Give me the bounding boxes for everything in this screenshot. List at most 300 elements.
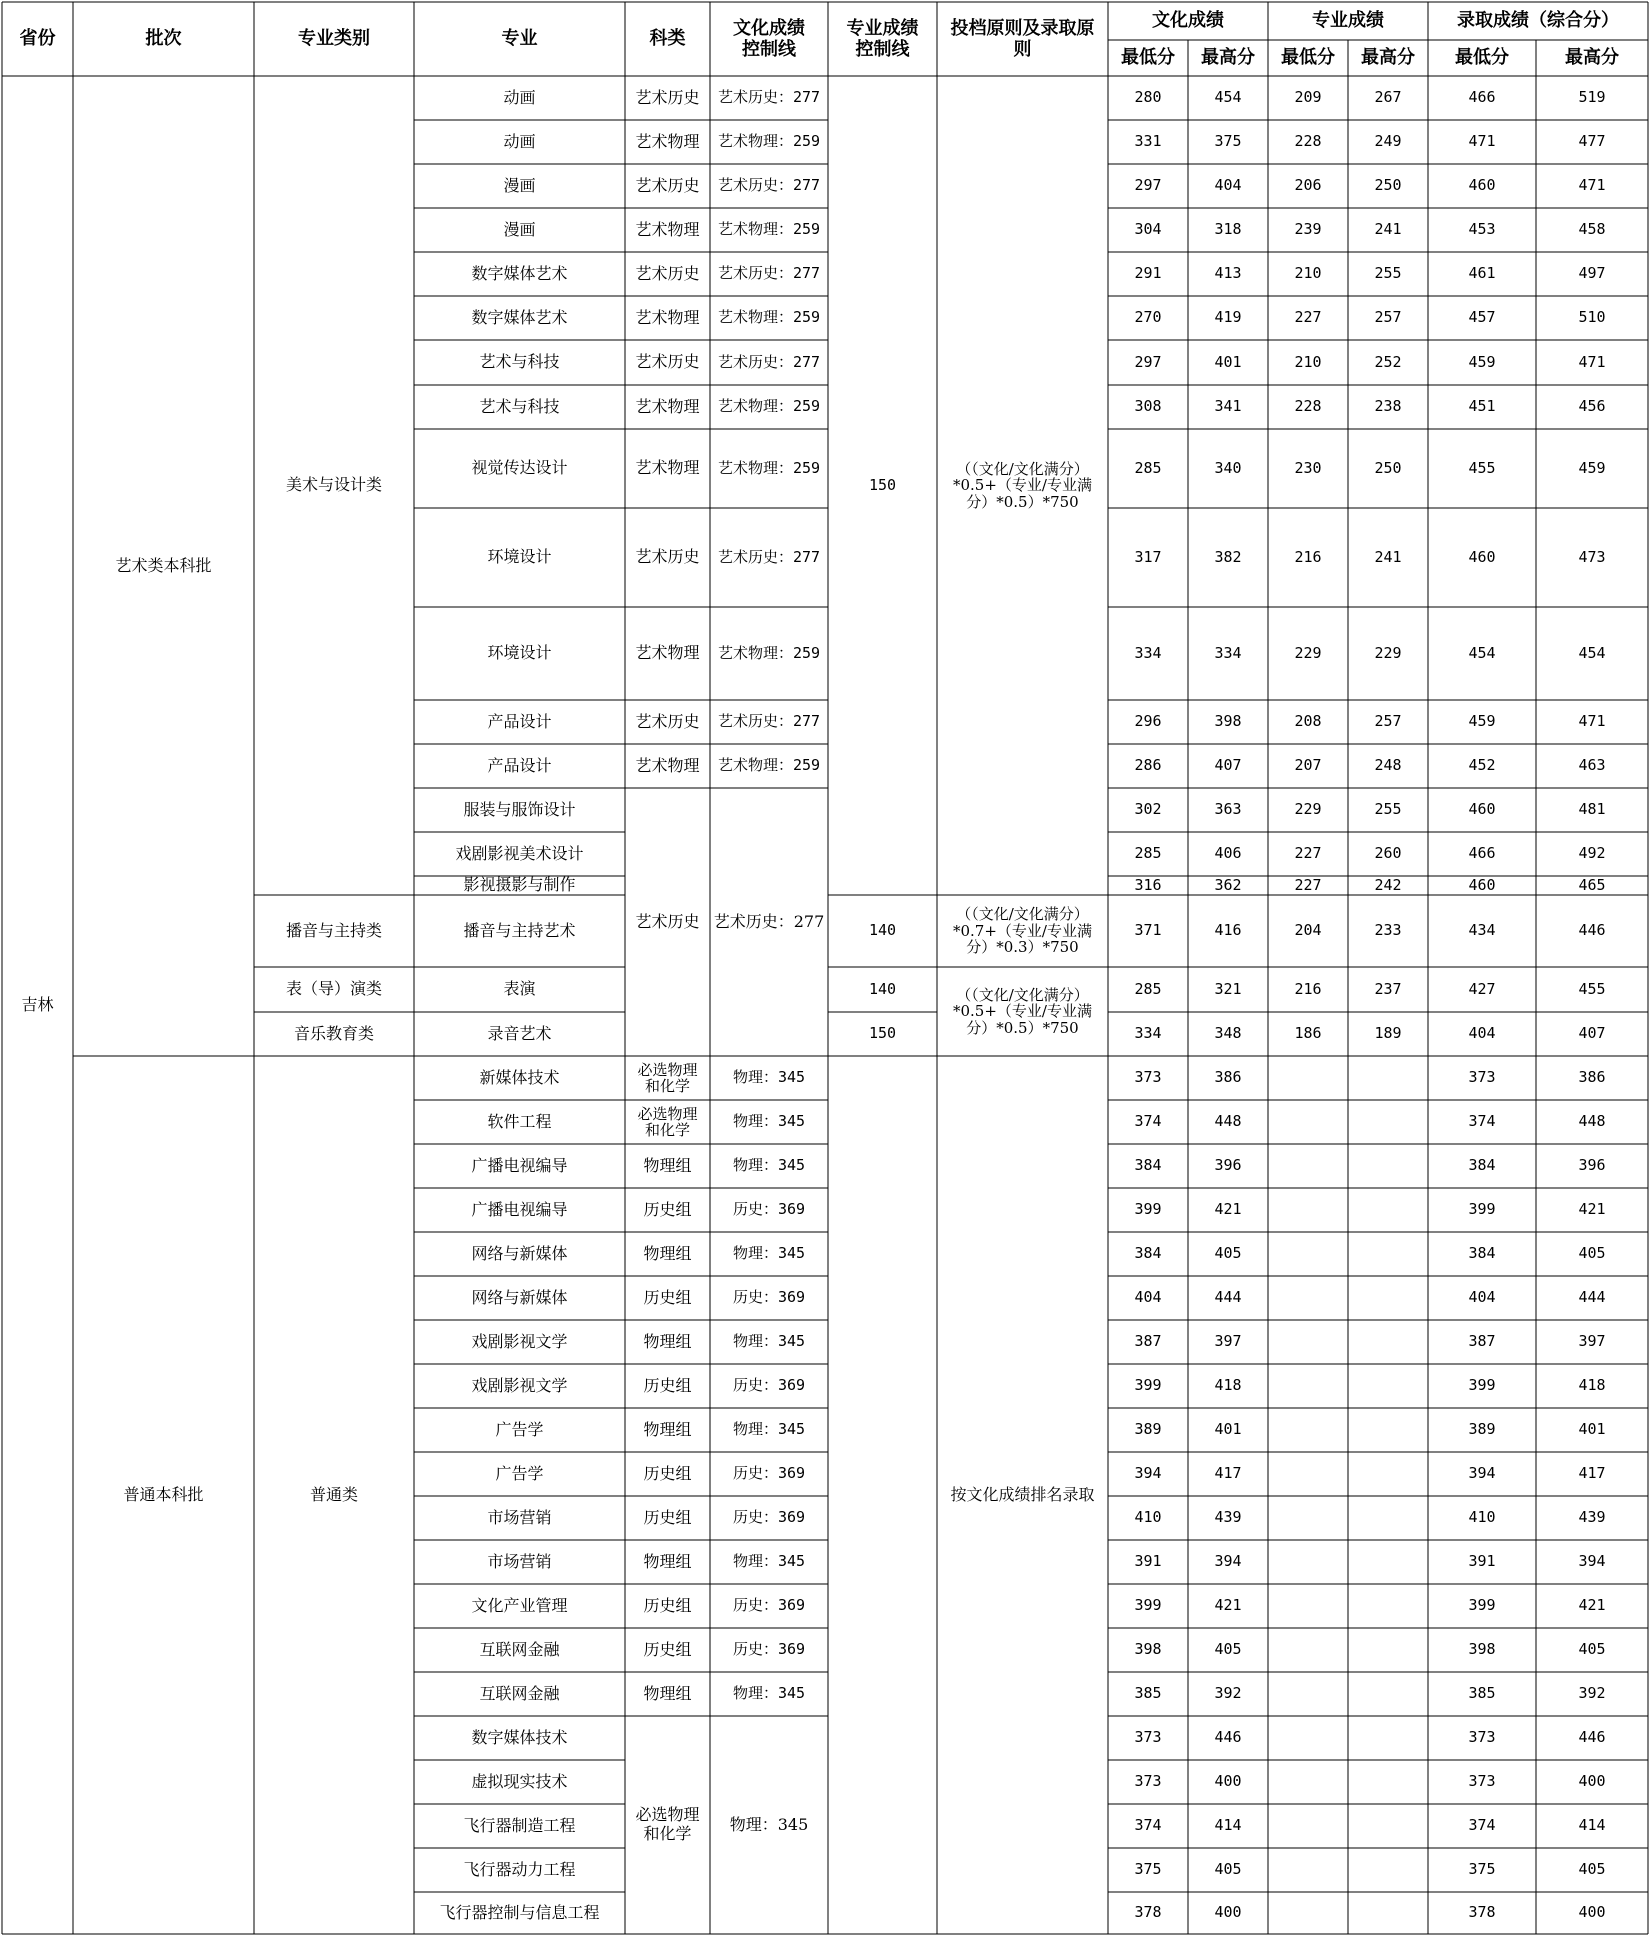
row-24-subject: 历史组 xyxy=(643,1287,692,1307)
row-10-c-max: 334 xyxy=(1214,643,1242,662)
professional-control-music: 150 xyxy=(868,1024,897,1043)
province-cell: 吉林 xyxy=(21,994,54,1014)
row-6-p-max: 252 xyxy=(1374,352,1402,371)
row-22-c-max: 421 xyxy=(1214,1200,1242,1219)
row-27-p-min xyxy=(1268,1408,1348,1452)
row-22-a-min: 399 xyxy=(1468,1200,1496,1219)
row-12-control: 艺术物理：259 xyxy=(717,756,821,775)
row-37-major: 飞行器动力工程 xyxy=(463,1859,576,1879)
row-24-a-max: 444 xyxy=(1578,1288,1606,1307)
category-broadcast-cell: 播音与主持类 xyxy=(285,920,382,940)
row-24-major: 网络与新媒体 xyxy=(471,1287,568,1307)
row-3-c-min: 304 xyxy=(1134,220,1162,239)
row-24-control: 历史：369 xyxy=(732,1288,806,1307)
row-14-p-max: 260 xyxy=(1374,844,1402,863)
category-design-cell: 美术与设计类 xyxy=(285,475,382,495)
row-0-control: 艺术历史：277 xyxy=(717,88,821,107)
row-27-subject: 物理组 xyxy=(643,1419,692,1439)
row-23-p-min xyxy=(1268,1232,1348,1276)
row-34-major: 数字媒体技术 xyxy=(471,1727,568,1747)
row-1-a-max: 477 xyxy=(1578,132,1606,151)
row-4-control: 艺术历史：277 xyxy=(717,264,821,283)
row-30-subject: 物理组 xyxy=(643,1551,692,1571)
category-acting-cell: 表（导）演类 xyxy=(285,979,382,999)
row-5-control: 艺术物理：259 xyxy=(717,308,821,327)
row-24-p-min xyxy=(1268,1276,1348,1320)
row-28-a-min: 394 xyxy=(1468,1464,1496,1483)
row-18-a-min: 404 xyxy=(1468,1024,1496,1043)
subject-required-merged: 必选物理 和化学 xyxy=(635,1805,700,1843)
row-30-c-min: 391 xyxy=(1134,1552,1162,1571)
row-38-a-max: 400 xyxy=(1578,1903,1606,1922)
row-33-control: 物理：345 xyxy=(732,1684,806,1703)
row-26-major: 戏剧影视文学 xyxy=(471,1375,568,1395)
row-10-a-max: 454 xyxy=(1578,643,1606,662)
row-35-p-min xyxy=(1268,1760,1348,1804)
row-27-a-min: 389 xyxy=(1468,1420,1496,1439)
row-37-a-min: 375 xyxy=(1468,1860,1496,1879)
row-16-p-min: 204 xyxy=(1294,921,1322,940)
row-7-p-min: 228 xyxy=(1294,397,1322,416)
row-0-c-max: 454 xyxy=(1214,88,1242,107)
row-9-c-min: 317 xyxy=(1134,547,1162,566)
row-38-a-min: 378 xyxy=(1468,1903,1496,1922)
row-3-control: 艺术物理：259 xyxy=(717,220,821,239)
row-35-a-min: 373 xyxy=(1468,1772,1496,1791)
row-31-a-max: 421 xyxy=(1578,1596,1606,1615)
row-23-control: 物理：345 xyxy=(732,1244,806,1263)
row-6-c-max: 401 xyxy=(1214,352,1242,371)
row-15-p-min: 227 xyxy=(1294,876,1322,894)
row-11-a-max: 471 xyxy=(1578,712,1606,731)
row-21-a-min: 384 xyxy=(1468,1156,1496,1175)
row-5-major: 数字媒体艺术 xyxy=(471,307,568,327)
row-17-major: 表演 xyxy=(503,979,536,999)
row-14-c-max: 406 xyxy=(1214,844,1242,863)
row-22-p-min xyxy=(1268,1188,1348,1232)
row-38-p-min xyxy=(1268,1892,1348,1934)
header-principle: 投档原则及录取原 则 xyxy=(950,17,1095,60)
row-29-a-min: 410 xyxy=(1468,1508,1496,1527)
row-25-subject: 物理组 xyxy=(643,1331,692,1351)
row-15-c-min: 316 xyxy=(1134,876,1162,894)
row-19-c-min: 373 xyxy=(1134,1068,1162,1087)
row-32-p-min xyxy=(1268,1628,1348,1672)
row-34-p-max xyxy=(1348,1716,1428,1760)
row-11-a-min: 459 xyxy=(1468,712,1496,731)
row-37-c-max: 405 xyxy=(1214,1860,1242,1879)
row-10-p-min: 229 xyxy=(1294,643,1322,662)
row-19-a-min: 373 xyxy=(1468,1068,1496,1087)
row-1-subject: 艺术物理 xyxy=(635,131,700,151)
row-3-major: 漫画 xyxy=(503,219,536,239)
row-38-major: 飞行器控制与信息工程 xyxy=(439,1902,600,1922)
row-4-c-min: 291 xyxy=(1134,264,1162,283)
row-0-a-max: 519 xyxy=(1578,88,1606,107)
row-38-p-max xyxy=(1348,1892,1428,1934)
row-33-c-max: 392 xyxy=(1214,1684,1242,1703)
row-28-c-min: 394 xyxy=(1134,1464,1162,1483)
row-8-a-min: 455 xyxy=(1468,458,1496,477)
header-professional-control: 专业成绩 控制线 xyxy=(846,17,919,60)
row-1-p-max: 249 xyxy=(1374,132,1402,151)
row-6-control: 艺术历史：277 xyxy=(717,352,821,371)
row-23-a-min: 384 xyxy=(1468,1244,1496,1263)
row-17-p-max: 237 xyxy=(1374,979,1402,998)
row-33-c-min: 385 xyxy=(1134,1684,1162,1703)
row-16-a-max: 446 xyxy=(1578,921,1606,940)
row-19-major: 新媒体技术 xyxy=(479,1067,560,1087)
row-9-c-max: 382 xyxy=(1214,547,1242,566)
principle-acting-music: （（文化/文化满分） *0.5+（专业/专业满 分）*0.5）*750 xyxy=(953,985,1092,1037)
row-29-subject: 历史组 xyxy=(643,1507,692,1527)
row-36-c-min: 374 xyxy=(1134,1816,1162,1835)
row-21-a-max: 396 xyxy=(1578,1156,1606,1175)
row-31-c-min: 399 xyxy=(1134,1596,1162,1615)
row-2-subject: 艺术历史 xyxy=(635,175,700,195)
professional-control-acting: 140 xyxy=(868,979,897,998)
row-2-control: 艺术历史：277 xyxy=(717,176,821,195)
row-23-major: 网络与新媒体 xyxy=(471,1243,568,1263)
row-26-control: 历史：369 xyxy=(732,1376,806,1395)
row-8-p-min: 230 xyxy=(1294,458,1322,477)
row-2-c-max: 404 xyxy=(1214,176,1242,195)
row-22-p-max xyxy=(1348,1188,1428,1232)
row-22-subject: 历史组 xyxy=(643,1199,692,1219)
row-7-p-max: 238 xyxy=(1374,397,1402,416)
professional-control-broadcast: 140 xyxy=(868,921,897,940)
row-9-major: 环境设计 xyxy=(487,547,552,567)
row-5-p-max: 257 xyxy=(1374,308,1402,327)
row-15-p-max: 242 xyxy=(1374,876,1402,894)
row-11-major: 产品设计 xyxy=(487,711,552,731)
row-18-p-max: 189 xyxy=(1374,1024,1402,1043)
row-30-p-min xyxy=(1268,1540,1348,1584)
row-1-control: 艺术物理：259 xyxy=(717,132,821,151)
row-18-a-max: 407 xyxy=(1578,1024,1606,1043)
row-32-c-max: 405 xyxy=(1214,1640,1242,1659)
row-19-a-max: 386 xyxy=(1578,1068,1606,1087)
row-7-a-min: 451 xyxy=(1468,397,1496,416)
row-33-a-min: 385 xyxy=(1468,1684,1496,1703)
row-21-subject: 物理组 xyxy=(643,1155,692,1175)
row-23-c-max: 405 xyxy=(1214,1244,1242,1263)
row-36-a-max: 414 xyxy=(1578,1816,1606,1835)
row-24-p-max xyxy=(1348,1276,1428,1320)
row-21-major: 广播电视编导 xyxy=(471,1155,568,1175)
batch-art-cell: 艺术类本科批 xyxy=(115,555,212,575)
row-19-control: 物理：345 xyxy=(732,1068,806,1087)
row-19-c-max: 386 xyxy=(1214,1068,1242,1087)
row-18-major: 录音艺术 xyxy=(487,1023,552,1043)
row-24-a-min: 404 xyxy=(1468,1288,1496,1307)
row-2-c-min: 297 xyxy=(1134,176,1162,195)
row-22-control: 历史：369 xyxy=(732,1200,806,1219)
row-19-subject: 必选物理 和化学 xyxy=(637,1060,698,1095)
row-33-subject: 物理组 xyxy=(643,1683,692,1703)
row-11-p-max: 257 xyxy=(1374,712,1402,731)
row-22-major: 广播电视编导 xyxy=(471,1199,568,1219)
row-29-major: 市场营销 xyxy=(487,1507,552,1527)
row-26-c-min: 399 xyxy=(1134,1376,1162,1395)
row-6-major: 艺术与科技 xyxy=(479,352,560,372)
row-20-subject: 必选物理 和化学 xyxy=(637,1104,698,1139)
row-17-c-min: 285 xyxy=(1134,979,1162,998)
row-0-subject: 艺术历史 xyxy=(635,87,700,107)
row-32-p-max xyxy=(1348,1628,1428,1672)
row-25-p-max xyxy=(1348,1320,1428,1364)
row-17-a-min: 427 xyxy=(1468,979,1496,998)
row-20-c-max: 448 xyxy=(1214,1112,1242,1131)
row-16-c-max: 416 xyxy=(1214,921,1242,940)
row-25-a-min: 387 xyxy=(1468,1332,1496,1351)
row-7-c-min: 308 xyxy=(1134,397,1162,416)
row-3-p-min: 239 xyxy=(1294,220,1322,239)
row-28-control: 历史：369 xyxy=(732,1464,806,1483)
row-28-p-max xyxy=(1348,1452,1428,1496)
row-14-a-min: 466 xyxy=(1468,844,1496,863)
row-18-p-min: 186 xyxy=(1294,1024,1322,1043)
row-34-c-min: 373 xyxy=(1134,1728,1162,1747)
row-29-control: 历史：369 xyxy=(732,1508,806,1527)
principle-design: （（文化/文化满分） *0.5+（专业/专业满 分）*0.5）*750 xyxy=(953,459,1092,511)
row-6-subject: 艺术历史 xyxy=(635,352,700,372)
row-8-subject: 艺术物理 xyxy=(635,458,700,478)
principle-regular: 按文化成绩排名录取 xyxy=(950,1484,1095,1504)
row-7-control: 艺术物理：259 xyxy=(717,397,821,416)
row-5-c-min: 270 xyxy=(1134,308,1162,327)
row-21-p-min xyxy=(1268,1144,1348,1188)
row-32-a-min: 398 xyxy=(1468,1640,1496,1659)
row-3-a-min: 453 xyxy=(1468,220,1496,239)
row-7-subject: 艺术物理 xyxy=(635,396,700,416)
row-0-p-max: 267 xyxy=(1374,88,1402,107)
row-12-c-min: 286 xyxy=(1134,756,1162,775)
row-14-major: 戏剧影视美术设计 xyxy=(455,843,584,863)
row-14-p-min: 227 xyxy=(1294,844,1322,863)
row-11-p-min: 208 xyxy=(1294,712,1322,731)
row-10-p-max: 229 xyxy=(1374,643,1402,662)
row-29-p-max xyxy=(1348,1496,1428,1540)
row-16-p-max: 233 xyxy=(1374,921,1402,940)
row-28-c-max: 417 xyxy=(1214,1464,1242,1483)
row-12-p-min: 207 xyxy=(1294,756,1322,775)
row-0-a-min: 466 xyxy=(1468,88,1496,107)
header-max-11: 最高分 xyxy=(1361,47,1415,69)
batch-regular-cell: 普通本科批 xyxy=(123,1484,204,1504)
row-16-major: 播音与主持艺术 xyxy=(463,920,576,940)
header-max-13: 最高分 xyxy=(1565,47,1619,69)
row-18-c-max: 348 xyxy=(1214,1024,1242,1043)
row-20-a-min: 374 xyxy=(1468,1112,1496,1131)
row-31-c-max: 421 xyxy=(1214,1596,1242,1615)
row-31-major: 文化产业管理 xyxy=(471,1595,568,1615)
row-32-subject: 历史组 xyxy=(643,1639,692,1659)
row-33-a-max: 392 xyxy=(1578,1684,1606,1703)
header-category: 专业类别 xyxy=(298,28,370,50)
row-31-control: 历史：369 xyxy=(732,1596,806,1615)
row-15-a-min: 460 xyxy=(1468,876,1496,894)
row-21-control: 物理：345 xyxy=(732,1156,806,1175)
row-9-subject: 艺术历史 xyxy=(635,547,700,567)
row-3-c-max: 318 xyxy=(1214,220,1242,239)
row-36-major: 飞行器制造工程 xyxy=(463,1815,576,1835)
row-27-p-max xyxy=(1348,1408,1428,1452)
row-27-c-max: 401 xyxy=(1214,1420,1242,1439)
row-38-c-max: 400 xyxy=(1214,1903,1242,1922)
row-0-p-min: 209 xyxy=(1294,88,1322,107)
row-7-major: 艺术与科技 xyxy=(479,396,560,416)
row-15-c-max: 362 xyxy=(1214,876,1242,894)
row-17-c-max: 321 xyxy=(1214,979,1242,998)
row-4-a-min: 461 xyxy=(1468,264,1496,283)
row-6-a-max: 471 xyxy=(1578,352,1606,371)
category-music-cell: 音乐教育类 xyxy=(293,1023,374,1043)
header-min-12: 最低分 xyxy=(1455,47,1509,69)
row-34-a-min: 373 xyxy=(1468,1728,1496,1747)
category-regular-cell: 普通类 xyxy=(309,1484,358,1504)
row-22-a-max: 421 xyxy=(1578,1200,1606,1219)
row-3-subject: 艺术物理 xyxy=(635,219,700,239)
row-33-p-min xyxy=(1268,1672,1348,1716)
row-35-p-max xyxy=(1348,1760,1428,1804)
row-14-a-max: 492 xyxy=(1578,844,1606,863)
row-5-a-min: 457 xyxy=(1468,308,1496,327)
header-max-9: 最高分 xyxy=(1201,47,1255,69)
row-13-p-max: 255 xyxy=(1374,800,1402,819)
row-10-a-min: 454 xyxy=(1468,643,1496,662)
row-26-p-min xyxy=(1268,1364,1348,1408)
row-26-p-max xyxy=(1348,1364,1428,1408)
row-16-c-min: 371 xyxy=(1134,921,1162,940)
row-10-major: 环境设计 xyxy=(487,643,552,663)
row-32-control: 历史：369 xyxy=(732,1640,806,1659)
row-12-subject: 艺术物理 xyxy=(635,755,700,775)
row-4-major: 数字媒体艺术 xyxy=(471,263,568,283)
row-5-subject: 艺术物理 xyxy=(635,307,700,327)
row-20-p-min xyxy=(1268,1100,1348,1144)
row-25-major: 戏剧影视文学 xyxy=(471,1331,568,1351)
row-19-p-min xyxy=(1268,1056,1348,1100)
header-professional-score: 专业成绩 xyxy=(1312,10,1384,32)
row-9-a-max: 473 xyxy=(1578,547,1606,566)
row-25-a-max: 397 xyxy=(1578,1332,1606,1351)
row-31-a-min: 399 xyxy=(1468,1596,1496,1615)
row-6-a-min: 459 xyxy=(1468,352,1496,371)
row-13-c-max: 363 xyxy=(1214,800,1242,819)
row-26-c-max: 418 xyxy=(1214,1376,1242,1395)
row-4-c-max: 413 xyxy=(1214,264,1242,283)
professional-control-design: 150 xyxy=(868,475,897,494)
row-5-c-max: 419 xyxy=(1214,308,1242,327)
row-1-major: 动画 xyxy=(503,131,536,151)
row-8-major: 视觉传达设计 xyxy=(471,458,568,478)
row-29-a-max: 439 xyxy=(1578,1508,1606,1527)
row-31-subject: 历史组 xyxy=(643,1595,692,1615)
header-min-8: 最低分 xyxy=(1121,47,1175,69)
row-25-c-min: 387 xyxy=(1134,1332,1162,1351)
row-20-c-min: 374 xyxy=(1134,1112,1162,1131)
row-37-p-max xyxy=(1348,1848,1428,1892)
row-11-c-max: 398 xyxy=(1214,712,1242,731)
row-35-major: 虚拟现实技术 xyxy=(471,1771,568,1791)
row-28-a-max: 417 xyxy=(1578,1464,1606,1483)
header-culture-control: 文化成绩 控制线 xyxy=(733,17,805,60)
row-16-a-min: 434 xyxy=(1468,921,1496,940)
row-27-major: 广告学 xyxy=(495,1419,544,1439)
row-12-p-max: 248 xyxy=(1374,756,1402,775)
header-subject: 科类 xyxy=(649,28,686,50)
row-21-c-max: 396 xyxy=(1214,1156,1242,1175)
row-27-c-min: 389 xyxy=(1134,1420,1162,1439)
row-8-a-max: 459 xyxy=(1578,458,1606,477)
header-province: 省份 xyxy=(19,28,56,50)
row-11-control: 艺术历史：277 xyxy=(717,712,821,731)
row-32-a-max: 405 xyxy=(1578,1640,1606,1659)
row-2-major: 漫画 xyxy=(503,175,536,195)
row-34-p-min xyxy=(1268,1716,1348,1760)
row-13-c-min: 302 xyxy=(1134,800,1162,819)
row-30-control: 物理：345 xyxy=(732,1552,806,1571)
row-30-a-min: 391 xyxy=(1468,1552,1496,1571)
row-27-control: 物理：345 xyxy=(732,1420,806,1439)
row-12-a-max: 463 xyxy=(1578,756,1606,775)
control-art-history-merged: 艺术历史：277 xyxy=(713,911,825,931)
row-31-p-min xyxy=(1268,1584,1348,1628)
row-20-control: 物理：345 xyxy=(732,1112,806,1131)
row-34-c-max: 446 xyxy=(1214,1728,1242,1747)
row-32-c-min: 398 xyxy=(1134,1640,1162,1659)
row-35-a-max: 400 xyxy=(1578,1772,1606,1791)
row-15-major: 影视摄影与制作 xyxy=(463,876,576,895)
row-30-major: 市场营销 xyxy=(487,1551,552,1571)
row-29-p-min xyxy=(1268,1496,1348,1540)
row-23-subject: 物理组 xyxy=(643,1243,692,1263)
row-21-p-max xyxy=(1348,1144,1428,1188)
row-30-a-max: 394 xyxy=(1578,1552,1606,1571)
row-25-control: 物理：345 xyxy=(732,1332,806,1351)
row-1-c-max: 375 xyxy=(1214,132,1242,151)
row-17-a-max: 455 xyxy=(1578,979,1606,998)
row-15-a-max: 465 xyxy=(1578,876,1606,894)
row-9-control: 艺术历史：277 xyxy=(717,547,821,566)
row-3-a-max: 458 xyxy=(1578,220,1606,239)
header-admission-score: 录取成绩（综合分） xyxy=(1457,10,1619,32)
row-25-p-min xyxy=(1268,1320,1348,1364)
header-culture-score: 文化成绩 xyxy=(1152,10,1224,32)
row-2-p-max: 250 xyxy=(1374,176,1402,195)
row-2-a-max: 471 xyxy=(1578,176,1606,195)
row-36-p-max xyxy=(1348,1804,1428,1848)
row-37-c-min: 375 xyxy=(1134,1860,1162,1879)
row-4-p-max: 255 xyxy=(1374,264,1402,283)
row-5-p-min: 227 xyxy=(1294,308,1322,327)
subject-art-history-merged: 艺术历史 xyxy=(635,911,700,931)
row-3-p-max: 241 xyxy=(1374,220,1402,239)
row-35-c-min: 373 xyxy=(1134,1772,1162,1791)
row-5-a-max: 510 xyxy=(1578,308,1606,327)
row-28-subject: 历史组 xyxy=(643,1463,692,1483)
row-2-a-min: 460 xyxy=(1468,176,1496,195)
row-33-p-max xyxy=(1348,1672,1428,1716)
row-4-p-min: 210 xyxy=(1294,264,1322,283)
row-8-c-max: 340 xyxy=(1214,458,1242,477)
control-physics-merged: 物理：345 xyxy=(729,1814,809,1834)
row-33-major: 互联网金融 xyxy=(479,1683,560,1703)
row-26-a-max: 418 xyxy=(1578,1376,1606,1395)
row-30-p-max xyxy=(1348,1540,1428,1584)
row-28-p-min xyxy=(1268,1452,1348,1496)
